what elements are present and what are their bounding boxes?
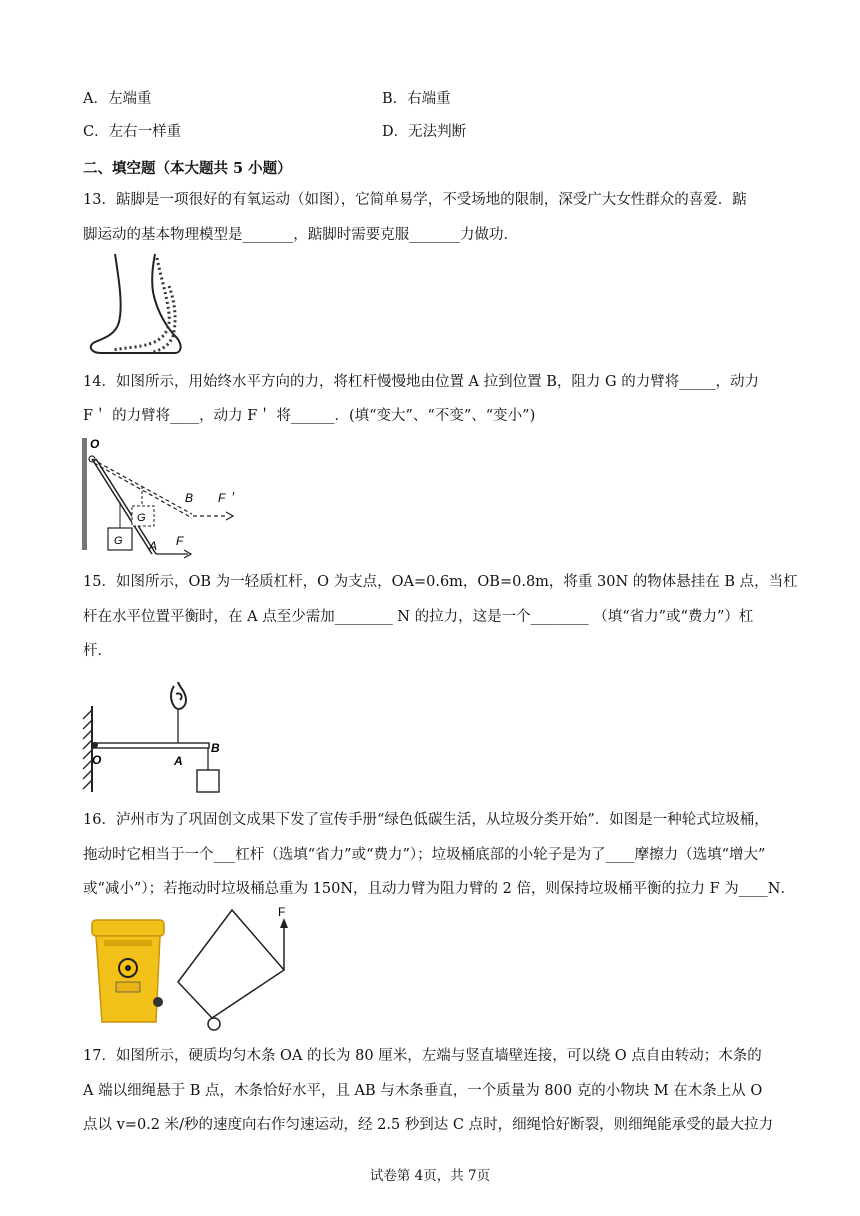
pivot-o [92, 742, 98, 748]
section-title: 二、填空题（本大题共 5 小题） [83, 160, 292, 177]
q17-line-2: A 端以细绳悬于 B 点，木条恰好水平，且 AB 与木条垂直，一个质量为 800 克的小物块 M 在木条上从 O [83, 1083, 763, 1099]
wall [82, 438, 87, 550]
label-b: B [185, 491, 194, 505]
label-o: O [92, 753, 102, 767]
label-o: O [90, 437, 100, 451]
label-f-prime: F＇ [218, 491, 238, 505]
label-b: B [211, 741, 220, 755]
label-g-dashed: G [137, 512, 146, 524]
bin-wheel [153, 997, 163, 1007]
q15-line-1: 15．如图所示，OB 为一轻质杠杆，O 为支点，OA=0.6m，OB=0.8m，将重 30N 的物体悬挂在 B 点，当杠 [83, 574, 798, 590]
label-f: F [278, 906, 286, 919]
bin-lever-diagram [172, 906, 302, 1036]
lever-bar [93, 743, 209, 748]
label-g: G [114, 535, 123, 547]
q13-line-1: 13．踮脚是一项很好的有氧运动（如图），它简单易学，不受场地的限制，深受广大女性群众的喜爱．踮 [83, 192, 747, 208]
tiptoe-foot-figure [83, 250, 203, 362]
page-footer: 试卷第 4页，共 7页 [369, 1168, 491, 1184]
q16-line-1: 16．泸州市为了巩固创文成果下发了宣传手册“绿色低碳生活，从垃圾分类开始”．如图是一种轮式垃圾桶， [83, 812, 769, 828]
label-a: A [174, 754, 183, 768]
lever-a-to-b-figure [80, 432, 250, 562]
bin-label [116, 982, 140, 992]
q14-line-1: 14．如图所示，用始终水平方向的力，将杠杆慢慢地由位置 A 拉到位置 B，阻力 G 的力臂将_____，动力 [83, 374, 759, 390]
q14-line-2: F＇ 的力臂将____，动力 F＇ 将______．(填“变大”、“不变”、“变小”) [83, 408, 536, 424]
q15-line-2: 杆在水平位置平衡时，在 A 点至少需加________ N 的拉力，这是一个________ （填“省力”或“费力”）杠 [83, 609, 754, 625]
hanging-weight [197, 770, 219, 792]
option-c: C．左右一样重 [83, 124, 182, 140]
lever-ob-figure [80, 678, 230, 798]
q17-line-3: 点以 v=0.2 米/秒的速度向右作匀速运动，经 2.5 秒到达 C 点时，细绳恰好断裂，则细绳能承受的最大拉力 [83, 1117, 774, 1133]
q17-line-1: 17．如图所示，硬质均匀木条 OA 的长为 80 厘米，左端与竖直墙壁连接，可以绕 O 点自由转动；木条的 [83, 1048, 762, 1064]
label-f: F [176, 534, 184, 548]
wheeled-bin-photo [86, 916, 170, 1030]
q15-line-3: 杆． [83, 643, 112, 659]
q13-line-2: 脚运动的基本物理模型是_______，踮脚时需要克服_______力做功． [83, 227, 518, 243]
bin-outline [178, 910, 284, 1018]
wheel-circle [208, 1018, 220, 1030]
option-d: D．无法判断 [382, 124, 467, 140]
hand-icon [171, 682, 186, 709]
bin-lid [92, 920, 164, 936]
label-a: A [149, 539, 158, 553]
bin-body [96, 936, 160, 1022]
option-a: A．左端重 [83, 91, 152, 107]
q16-line-3: 或“减小”）；若拖动时垃圾桶总重为 150N，且动力臂为阻力臂的 2 倍，则保持垃圾桶平衡的拉力 F 为____N． [83, 881, 795, 897]
q16-line-2: 拖动时它相当于一个___杠杆（选填“省力”或“费力”）；垃圾桶底部的小轮子是为了____摩擦力（选填“增大” [83, 847, 766, 863]
option-b: B．右端重 [382, 91, 451, 107]
